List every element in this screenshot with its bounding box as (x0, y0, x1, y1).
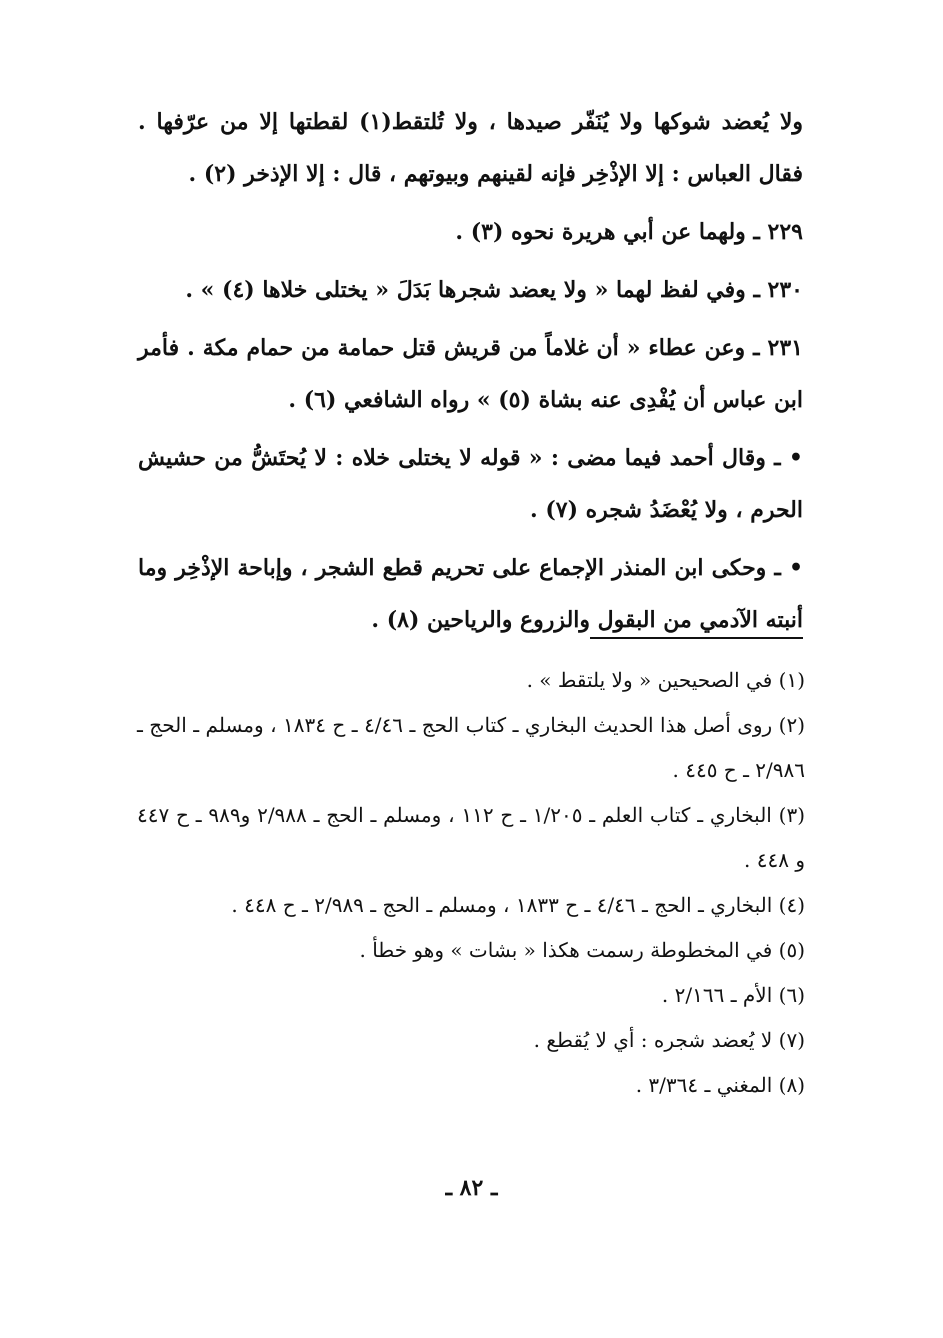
footnote-8: (٨) المغني ـ ٣/٣٦٤ . (635, 1073, 805, 1097)
footnote-6: (٦) الأم ـ ٢/١٦٦ . (661, 983, 805, 1007)
footnote-5: (٥) في المخطوطة رسمت هكذا « بشات » وهو خطأ . (359, 938, 805, 962)
footnote-4: (٤) البخاري ـ الحج ـ ٤/٤٦ ـ ح ١٨٣٣ ، ومسلم ـ الحج ـ ٢/٩٨٩ ـ ح ٤٤٨ . (231, 893, 805, 917)
paragraph-hadith-231: ٢٣١ ـ وعن عطاء « أن غلاماً من قريش قتل حمامة من حمام مكة . فأمر ابن عباس أن يُفْدِى عنه بشاة (٥) » رواه الشافعي (٦) . (138, 335, 803, 413)
paragraph-hadith-229: ٢٢٩ ـ ولهما عن أبي هريرة نحوه (٣) . (455, 219, 803, 245)
paragraph-hadith-230: ٢٣٠ ـ وفي لفظ لهما « ولا يعضد شجرها بَدَلَ « يختلى خلاها (٤) » . (185, 277, 803, 303)
footnote-3: (٣) البخاري ـ كتاب العلم ـ ١/٢٠٥ ـ ح ١١٢ ، ومسلم ـ الحج ـ ٢/٩٨٨ و٩٨٩ ـ ح ٤٤٧ و ٤٤٨ . (137, 803, 806, 872)
main-text (138, 96, 803, 646)
footnotes (137, 658, 805, 1108)
paragraph-ahmad-note: • ـ وقال أحمد فيما مضى : « قوله لا يختلى خلاه : لا يُحتَشُّ من حشيش الحرم ، ولا يُعْضَدُ شجره (٧) . (138, 445, 803, 523)
footnote-7: (٧) لا يُعضد شجره : أي لا يُقطع . (533, 1028, 805, 1052)
paragraph-ibn-mundhir-note: • ـ وحكى ابن المنذر الإجماع على تحريم قطع الشجر ، وإباحة الإذْخِر وما أنبته الآدمي من البقول والزروع والرياحين (٨) . (138, 555, 803, 633)
page-number: ـ ٨٢ ـ (445, 1175, 498, 1201)
footnote-divider (590, 637, 803, 639)
paragraph-hadith-continuation: ولا يُعضد شوكها ولا يُنَفّر صيدها ، ولا تُلتقط(١) لقطتها إلا من عرّفها . فقال العباس : إلا الإذْخِر فإنه لقينهم وبيوتهم ، قال : إلا الإذخر (٢) . (138, 109, 803, 187)
footnote-1: (١) في الصحيحين « ولا يلتقط » . (526, 668, 805, 692)
footnote-2: (٢) روى أصل هذا الحديث البخاري ـ كتاب الحج ـ ٤/٤٦ ـ ح ١٨٣٤ ، ومسلم ـ الحج ـ ٢/٩٨٦ ـ ح ٤٤٥ . (137, 713, 805, 782)
